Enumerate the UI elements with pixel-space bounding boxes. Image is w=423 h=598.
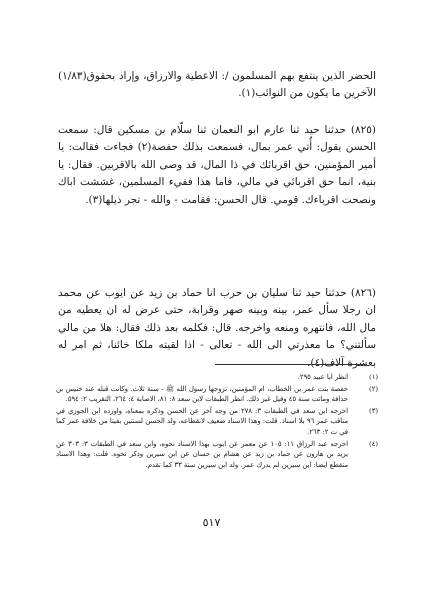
footnote-4	[56, 439, 378, 471]
footnote-2	[56, 384, 378, 405]
footnote-text: اخرجه عبد الرزاق ١١: ١٠٥ عن معمر عن ايوب بهذا الاسناد نحوه، وابن سعد في الطبقات ٣: ٣٠٣ عن يزيد بن هارون عن حماد بن زيد عن هشام بن حسان عن ابن سيرين وذكر نحوه. قلت: وهذا الاسناد منقطع ايضا: ابن سيرين لم يدرك عمر. ولد ابن سيرين سنة ٣٣ كما تقدم.	[56, 439, 349, 469]
hadith-825-text: (٨٢٥) حدثنا حيد ثنا عارم ابو النعمان ثنا سلّام بن مسكين قال: سمعت الحسن يقول: أُتي عمر بمال، فسمعت بذلك حفصة(٢) فجاءت فقالت: يا أمير المؤمنين، حق اقربائك في ذا المال، قد وصى الله بالاقربين. فقال: يا بنية، انما حق اقربائي في مالي، فاما هذا ففيء المسلمين، غششت اباك ونصحت اقرباءك. قومي. قال الحسن: فقامت - والله - تجر ذيلها(٣).	[58, 124, 376, 206]
intro-paragraph	[58, 68, 376, 103]
page-number: ٥١٧	[202, 516, 221, 529]
footnote-text: انظر ابا عبيد ٢٩٥.	[297, 373, 348, 381]
footnote-text: حفصة بنت عمر بن الخطاب، ام المؤمنين، تزوجها رسول الله ﷺ - سنة ثلاث. وكانت قبله عند خنيس بن حذافة وماتت سنة ٤٥ وقيل غير ذلك. انظر الطبقات لابن سعد ٨: ٨١، الاصابة ٤: ٢٦٤، التقريب ٢: ٥٩٤.	[56, 384, 348, 404]
footnote-text: اخرجه ابن سعد في الطبقات ٣: ٢٧٨ من وجه آخر عن الحسن وذكره بمعناه، واورده ابن الجوزي في مناقب عمر ٩٦ بلا اسناد. قلت: وهذا الاسناد ضعيف لانقطاعه، ولد الحسن لسنتين بقيتا من خلافة عمر كما في ت ٢: ٢٦٣.	[56, 406, 349, 436]
footnote-number: (٤)	[369, 439, 378, 448]
footnote-number: (٣)	[369, 406, 378, 415]
hadith-826-paragraph	[58, 285, 376, 372]
intro-text: الحضر الذين ينتفع بهم المسلمون /: الاعطية والارزاق، وإراد بحقوق(١/٨٣) الآخرين ما يكون من النوائب(١).	[58, 70, 376, 100]
footnote-number: (١)	[369, 373, 378, 381]
footnote-1	[56, 372, 378, 383]
footnote-number: (٢)	[369, 384, 378, 393]
hadith-826-text: (٨٢٦) حدثنا حيد ثنا سليان بن حرب انا حماد بن زيد عن ايوب عن محمد ان رجلا سأل عمر، بينه وبينه صهر وقرابة، حتى عرض له ان يعطيه من مال الله، فانتهره ومنعه واخرجه. قال: فكلمه بعد ذلك فقال: هلا من مالي سألتني؟ ما معذرتي الى الله - تعالى - اذا لقيته ملكا خائنا، ثم امر له بعشرة آلاف(٤).	[58, 287, 376, 369]
footnote-divider	[215, 364, 365, 365]
footnotes	[56, 372, 378, 471]
hadith-825-paragraph	[58, 122, 376, 209]
footnote-3	[56, 406, 378, 438]
